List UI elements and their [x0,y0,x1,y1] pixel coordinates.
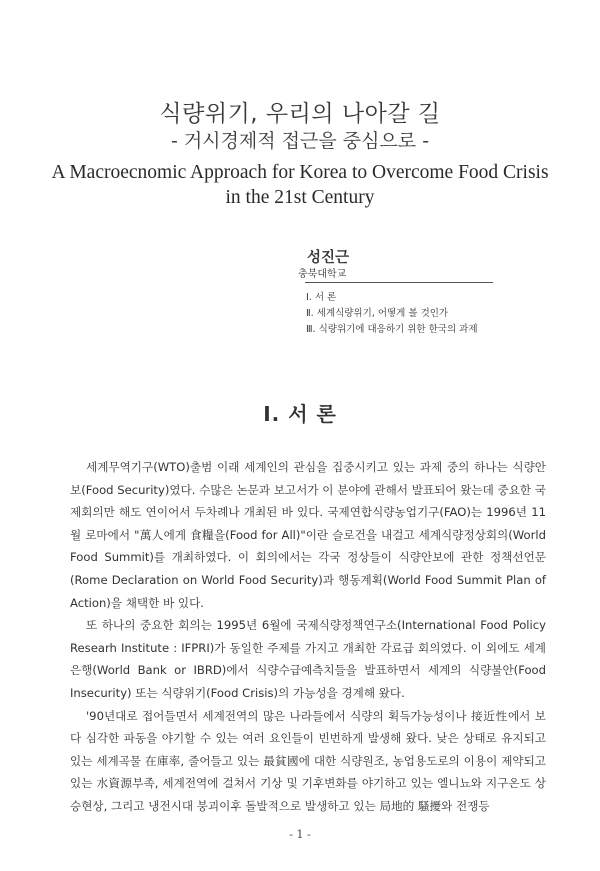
korean-title: 식량위기, 우리의 나아갈 길 [159,101,441,127]
table-of-contents [306,290,478,338]
toc-item-3: Ⅲ. 식량위기에 대응하기 위한 한국의 과제 [306,324,478,335]
paragraph-2: 또 하나의 중요한 회의는 1995년 6월에 국제식량정책연구소(International Food Policy Researh Institute : IFPRI)가 동일한 주제를 가지고 개최한 각료급 회의였다. 이 외에도 세계은행(World Bank or IBRD)에서 식량수급예측치들을 발표하면서 세계의 식량불안(Food Insecurity) 또는 식량위기(Food Crisis)의 가능성을 경계해 왔다. [70,618,546,700]
toc-item-1: Ⅰ. 서 론 [306,292,337,303]
author-name: 성진근 [307,250,350,266]
toc-divider [305,282,493,283]
body-text [70,456,546,818]
paragraph-1: 세계무역기구(WTO)출범 이래 세계인의 관심을 집중시키고 있는 과제 중의 하나는 식량안보(Food Security)였다. 수많은 논문과 보고서가 이 분야에 관해서 발표되어 왔는데 중요한 국제회의만 해도 연이어서 두차례나 개최된 바 있다. 국제연합식량농업기구(FAO)는 1996년 11월 로마에서 "萬人에게 食糧을(Food for All)"이란 슬로건을 내걸고 세계식량정상회의(World Food Summit)를 개최하였다. 이 회의에서는 각국 정상들이 식량안보에 관한 정책선언문(Rome Declaration on World Food Security)과 행동계획(World Food Summit Plan of Action)을 채택한 바 있다. [70,460,546,610]
english-title [40,160,560,210]
english-title-line-2: in the 21st Century [225,187,375,208]
paragraph-3: '90년대로 접어들면서 세계전역의 많은 나라들에서 식량의 획득가능성이나 接近性에서 보다 심각한 파동을 야기할 수 있는 여러 요인들이 빈번하게 발생해 왔다. 낮은 상태로 유지되고 있는 세계곡물 在庫率, 줄어들고 있는 最貧國에 대한 식량원조, 농업용도로의 이용이 제약되고 있는 水資源부족, 세계전역에 걸쳐서 기상 및 기후변화를 야기하고 있는 엘니뇨와 지구온도 상승현상, 그리고 냉전시대 붕괴이후 돌발적으로 발생하고 있는 局地的 騷擾와 전쟁등 [70,708,546,813]
page-number: - 1 - [289,828,311,841]
korean-subtitle: - 거시경제적 접근을 중심으로 - [170,130,430,152]
english-title-line-1: A Macroecnomic Approach for Korea to Overcome Food Crisis [51,162,549,183]
toc-item-2: Ⅱ. 세계식량위기, 어떻게 볼 것인가 [306,308,449,319]
author-affiliation: 충북대학교 [298,269,347,280]
section-heading-introduction: Ⅰ. 서 론 [263,402,337,426]
